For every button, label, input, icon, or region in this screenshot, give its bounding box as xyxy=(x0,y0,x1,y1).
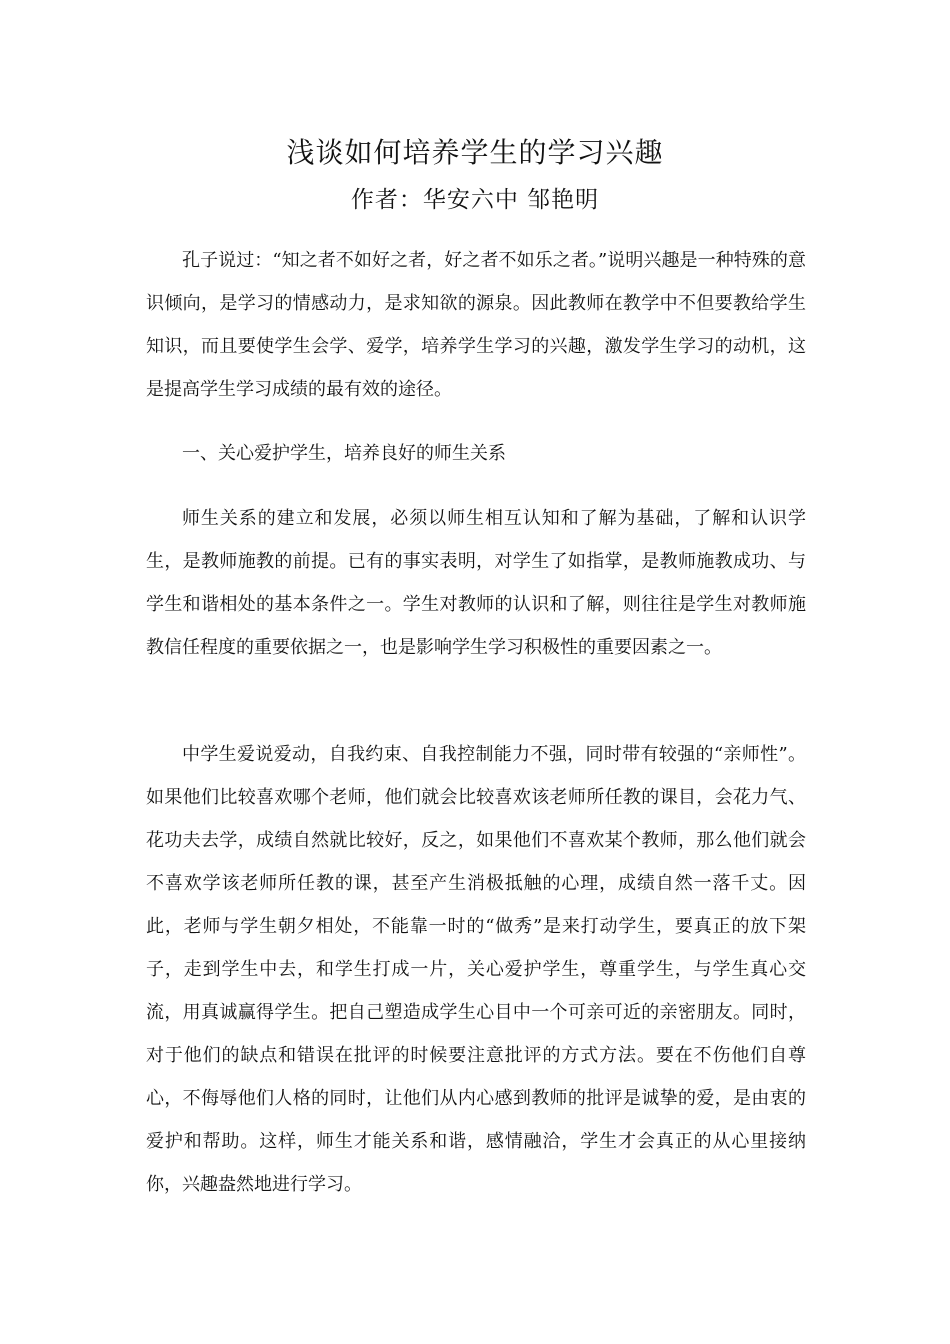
document-title: 浅谈如何培养学生的学习兴趣 xyxy=(286,136,664,169)
paragraph-teacher-student-relationship: 师生关系的建立和发展，必须以师生相互认知和了解为基础，了解和认识学生，是教师施教的前提。已有的事实表明，对学生了如指掌，是教师施教成功、与学生和谐相处的基本条件之一。学生对教师的认识和了解，则往往是学生对教师施教信任程度的重要依据之一，也是影响学生学习积极性的重要因素之一。 xyxy=(146,508,806,658)
paragraph-intro: 孔子说过：“知之者不如好之者，好之者不如乐之者。”说明兴趣是一种特殊的意识倾向，是学习的情感动力，是求知欲的源泉。因此教师在教学中不但要教给学生知识，而且要使学生会学、爱学，培养学生学习的兴趣，激发学生学习的动机，这是提高学生学习成绩的最有效的途径。 xyxy=(146,250,806,400)
section-heading-1: 一、关心爱护学生，培养良好的师生关系 xyxy=(182,443,506,464)
paragraph-middle-school-students: 中学生爱说爱动，自我约束、自我控制能力不强，同时带有较强的“亲师性”。如果他们比较喜欢哪个老师，他们就会比较喜欢该老师所任教的课目，会花力气、花功夫去学，成绩自然就比较好，反之，如果他们不喜欢某个教师，那么他们就会不喜欢学该老师所任教的课，甚至产生消极抵触的心理，成绩自然一落千丈。因此，老师与学生朝夕相处，不能靠一时的“做秀”是来打动学生，要真正的放下架子，走到学生中去，和学生打成一片，关心爱护学生，尊重学生，与学生真心交流，用真诚赢得学生。把自己塑造成学生心目中一个可亲可近的亲密朋友。同时，对于他们的缺点和错误在批评的时候要注意批评的方式方法。要在不伤他们自尊心，不侮辱他们人格的同时，让他们从内心感到教师的批评是诚挚的爱，是由衷的爱护和帮助。这样，师生才能关系和谐，感情融洽，学生才会真正的从心里接纳你，兴趣盎然地进行学习。 xyxy=(146,744,806,1195)
document-author: 作者：华安六中 邹艳明 xyxy=(350,187,600,213)
